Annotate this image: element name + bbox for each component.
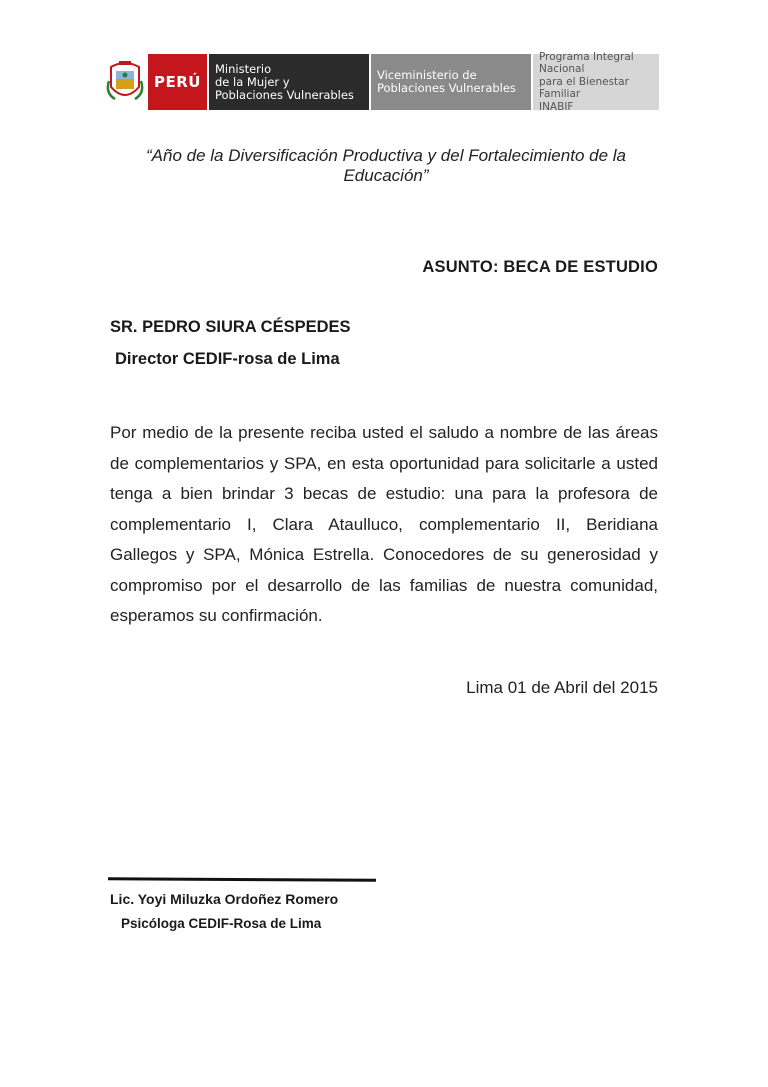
letterhead (104, 50, 659, 113)
signatory-name: Lic. Yoyi Miluzka Ordoñez Romero (110, 891, 339, 907)
national-shield-icon (104, 54, 146, 110)
vice-ministry-line: Poblaciones Vulnerables (376, 81, 516, 95)
signatory-role: Psicóloga CEDIF-Rosa de Lima (121, 916, 322, 931)
letter-body: Por medio de la presente reciba usted el saludo a nombre de las áreas de complementarios y SPA, en esta oportunidad para solicitarle a usted tenga a bien brindar 3 becas de estudio: una para la profesora de complementario I, Clara Ataulluco, complementario II, Beridiana Gallegos y SPA, Mónica Estrella. Conocedores de su generosidad y compromiso por el desarrollo de las familias de nuestra comunidad, esperamos su confirmación. (110, 423, 658, 625)
program-line: Programa Integral Nacional (538, 50, 634, 76)
program-line: INABIF (538, 100, 574, 113)
ministry-block (209, 54, 369, 110)
signature-line (108, 877, 376, 881)
motto-line: “Año de la Diversificación Productiva y del Fortalecimiento de la (145, 146, 626, 165)
program-line: para el Bienestar Familiar (538, 75, 629, 101)
ministry-line: Poblaciones Vulnerables (214, 87, 354, 102)
addressee-title: Director CEDIF-rosa de Lima (115, 350, 340, 368)
country-name: PERÚ (154, 73, 201, 91)
vice-ministry-line: Viceministerio de (376, 68, 477, 82)
ministry-line: de la Mujer y (214, 74, 290, 89)
program-block (533, 50, 659, 113)
year-motto (104, 146, 668, 186)
addressee-name: SR. PEDRO SIURA CÉSPEDES (110, 318, 351, 336)
motto-line: Educación” (343, 166, 429, 185)
letter-date: Lima 01 de Abril del 2015 (466, 678, 658, 697)
peru-brand-block (148, 54, 207, 110)
vice-ministry-block (371, 54, 531, 110)
letter-subject: ASUNTO: BECA DE ESTUDIO (422, 258, 658, 276)
ministry-line: Ministerio (214, 61, 272, 76)
